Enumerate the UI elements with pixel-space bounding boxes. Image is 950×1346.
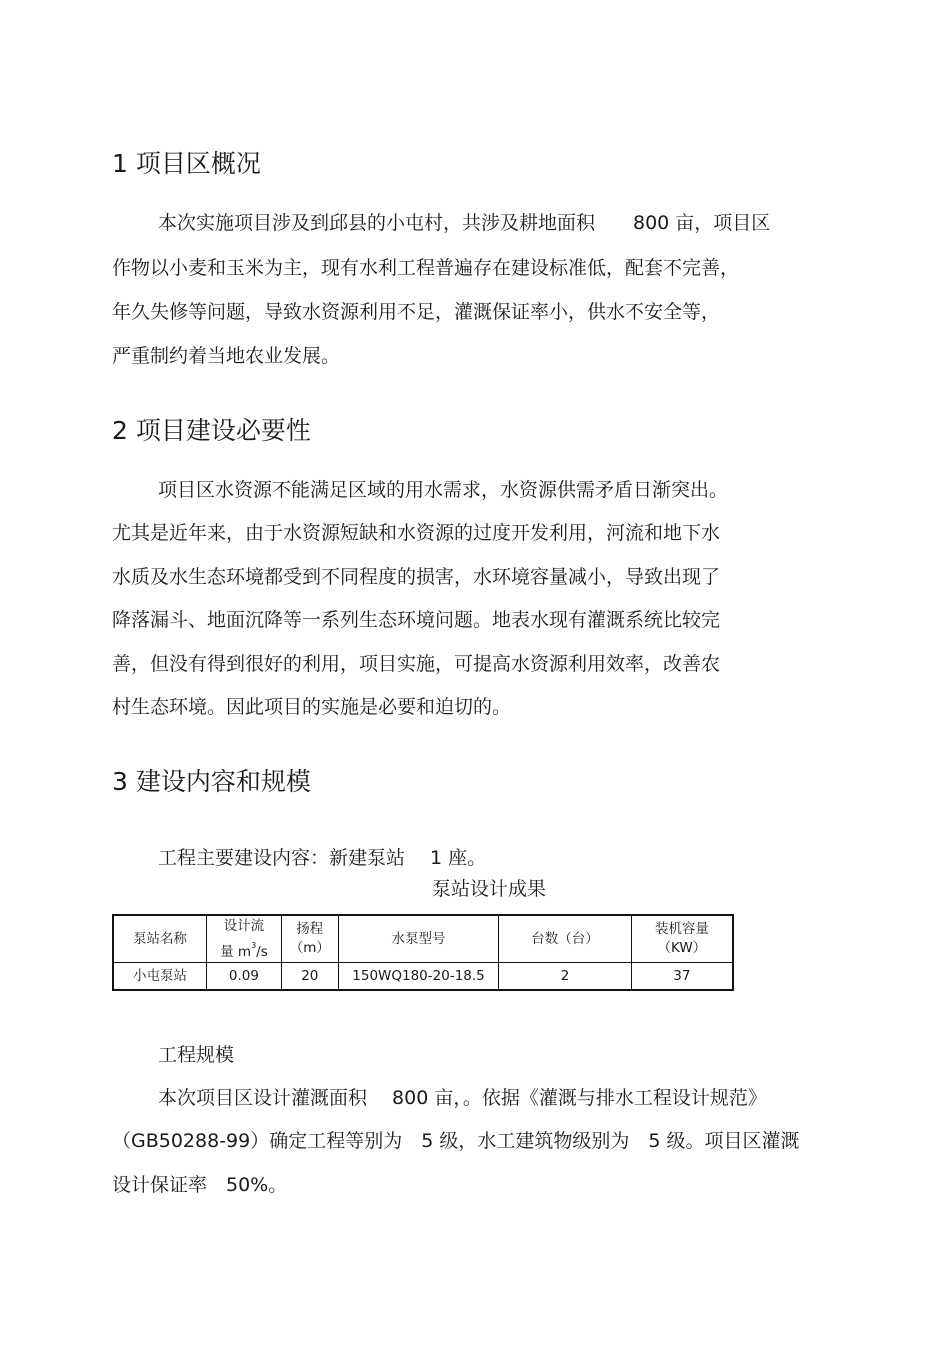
section-2-heading: 2 项目建设必要性 [112,416,311,445]
construction-intro: 工程主要建设内容：新建泵站 1 座。 [158,847,487,869]
table-row [113,963,733,991]
cell-installed-capacity: 37 [631,963,733,991]
section-2-line-5: 善，但没有得到很好的利用，项目实施，可提高水资源利用效率，改善农 [112,653,721,675]
section-1-line-4: 严重制约着当地农业发展。 [112,345,341,367]
header-design-flow: 设计流 量 $m^3/s$ [207,915,282,963]
section-3-heading: 3 建设内容和规模 [112,767,311,796]
section-2-line-1: 项目区水资源不能满足区域的用水需求，水资源供需矛盾日渐突出。 [158,479,729,501]
scale-line-3: 设计保证率 50%。 [112,1174,288,1196]
section-2-line-3: 水质及水生态环境都受到不同程度的损害，水环境容量减小，导致出现了 [112,566,721,588]
section-1-heading: 1 项目区概况 [112,149,261,178]
header-installed-capacity: 装机容量 （KW） [631,915,733,963]
header-pump-model: 水泵型号 [338,915,499,963]
cell-design-flow: 0.09 [207,963,282,991]
section-1-line-1: 本次实施项目涉及到邱县的小屯村，共涉及耕地面积 800 亩，项目区 [158,212,771,234]
section-1-line-3: 年久失修等问题，导致水资源利用不足，灌溉保证率小，供水不安全等， [112,301,721,323]
cell-station-name: 小屯泵站 [113,963,207,991]
header-station-name: 泵站名称 [113,915,207,963]
section-1-line-2: 作物以小麦和玉米为主，现有水利工程普遍存在建设标准低，配套不完善， [112,257,740,279]
scale-heading: 工程规模 [158,1044,235,1066]
cell-head: 20 [281,963,338,991]
section-2-line-4: 降落漏斗、地面沉降等一系列生态环境问题。地表水现有灌溉系统比较完 [112,609,721,631]
header-unit-count: 台数（台） [499,915,631,963]
section-2-line-6: 村生态环境。因此项目的实施是必要和迫切的。 [112,696,512,718]
scale-line-1: 本次项目区设计灌溉面积 800 亩，。依据《灌溉与排水工程设计规范》 [158,1087,767,1109]
cell-pump-model: 150WQ180-20-18.5 [338,963,499,991]
header-head: 扬程 （m） [281,915,338,963]
table-header-row [113,915,733,963]
scale-line-2: （GB50288-99）确定工程等别为 5 级，水工建筑物级别为 5 级。项目区灌溉 [112,1130,800,1152]
table-caption: 泵站设计成果 [431,878,546,900]
pump-station-table [112,914,734,991]
cell-unit-count: 2 [499,963,631,991]
section-2-line-2: 尤其是近年来，由于水资源短缺和水资源的过度开发利用，河流和地下水 [112,522,721,544]
